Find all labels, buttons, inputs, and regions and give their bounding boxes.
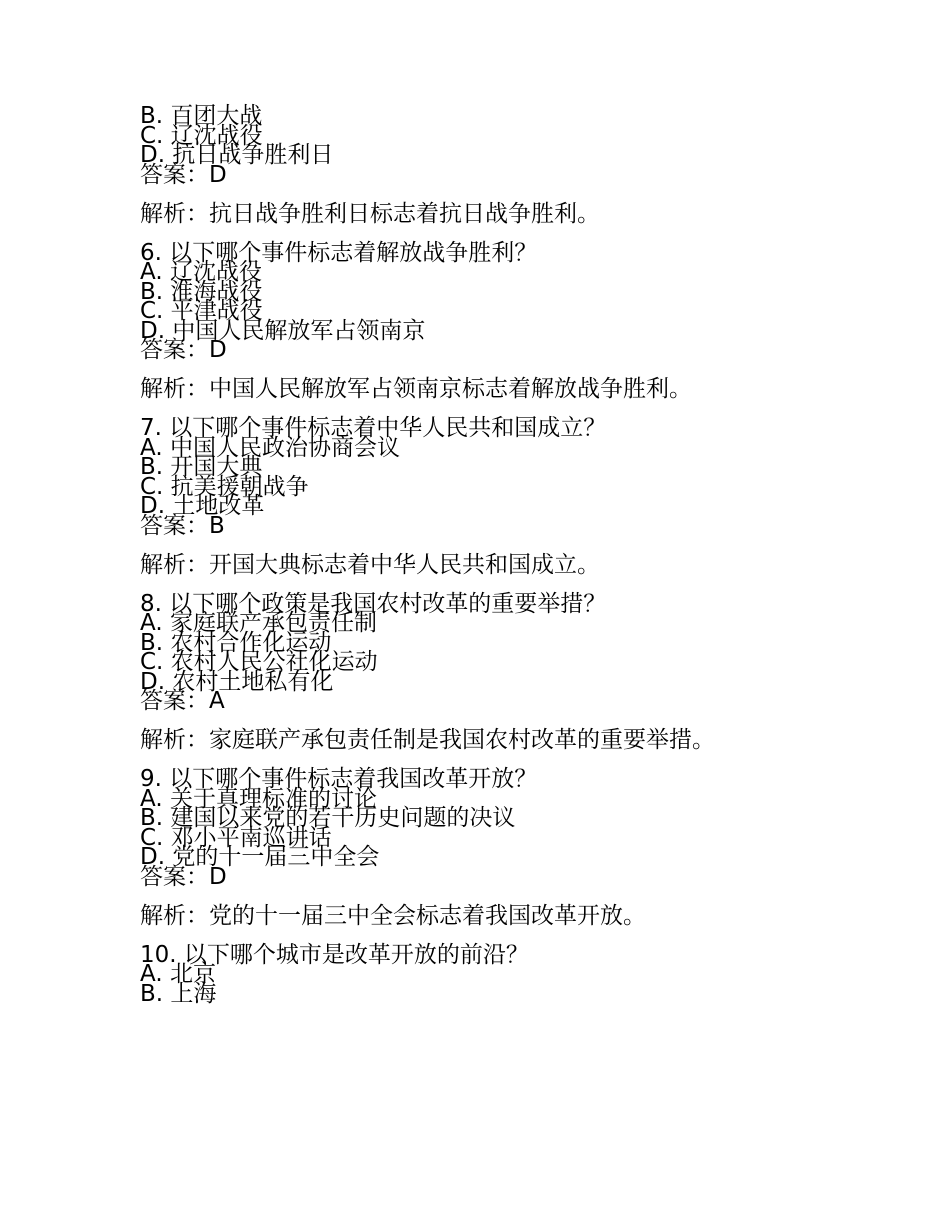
- question-text: 10. 以下哪个城市是改革开放的前沿？: [140, 941, 529, 968]
- option-d: D. 中国人民解放军占领南京: [140, 317, 426, 344]
- answer-line: 答案：A: [140, 688, 225, 714]
- option-b: B. 百团大战: [140, 103, 263, 129]
- option-a: A. 辽沈战役: [140, 259, 262, 285]
- option-a: A. 北京: [140, 961, 216, 987]
- option-d: D. 土地改革: [140, 493, 265, 519]
- option-d: D. 农村土地私有化: [140, 668, 334, 695]
- answer-line: 答案：D: [140, 161, 227, 188]
- option-b: B. 农村合作化运动: [140, 629, 332, 656]
- option-c: C. 平津战役: [140, 298, 263, 324]
- question-block-continued: [140, 103, 920, 244]
- answer-line: 答案：D: [140, 337, 227, 363]
- option-d: D. 党的十一届三中全会: [140, 844, 380, 870]
- question-block-8: [140, 590, 920, 771]
- document-page: [140, 103, 920, 1007]
- analysis-line: 解析：家庭联产承包责任制是我国农村改革的重要举措。: [140, 727, 715, 753]
- question-block-7: [140, 415, 920, 595]
- analysis-line: 解析：党的十一届三中全会标志着我国改革开放。: [140, 902, 646, 929]
- question-text: 6. 以下哪个事件标志着解放战争胜利？: [140, 239, 538, 266]
- analysis-line: 解析：中国人民解放军占领南京标志着解放战争胜利。: [140, 376, 692, 402]
- option-b: B. 上海: [140, 980, 217, 1007]
- option-c: C. 邓小平南巡讲话: [140, 824, 332, 851]
- question-block-6: [140, 239, 920, 420]
- question-text: 9. 以下哪个事件标志着我国改革开放？: [140, 766, 538, 792]
- option-a: A. 家庭联产承包责任制: [140, 610, 377, 636]
- option-b: B. 开国大典: [140, 454, 263, 480]
- question-block-10: [140, 941, 920, 1007]
- answer-line: 答案：B: [140, 512, 225, 539]
- analysis-line: 解析：开国大典标志着中华人民共和国成立。: [140, 551, 600, 578]
- option-b: B. 淮海战役: [140, 278, 263, 305]
- question-block-9: [140, 766, 920, 946]
- option-c: C. 辽沈战役: [140, 122, 263, 149]
- option-c: C. 农村人民公社化运动: [140, 649, 378, 675]
- option-a: A. 关于真理标准的讨论: [140, 785, 377, 812]
- question-text: 7. 以下哪个事件标志着中华人民共和国成立？: [140, 415, 607, 441]
- option-c: C. 抗美援朝战争: [140, 473, 309, 500]
- analysis-line: 解析：抗日战争胜利日标志着抗日战争胜利。: [140, 200, 600, 227]
- question-text: 8. 以下哪个政策是我国农村改革的重要举措？: [140, 590, 607, 617]
- option-b: B. 建国以来党的若干历史问题的决议: [140, 805, 516, 831]
- option-a: A. 中国人民政治协商会议: [140, 434, 400, 461]
- option-d: D. 抗日战争胜利日: [140, 142, 334, 168]
- answer-line: 答案：D: [140, 863, 227, 890]
